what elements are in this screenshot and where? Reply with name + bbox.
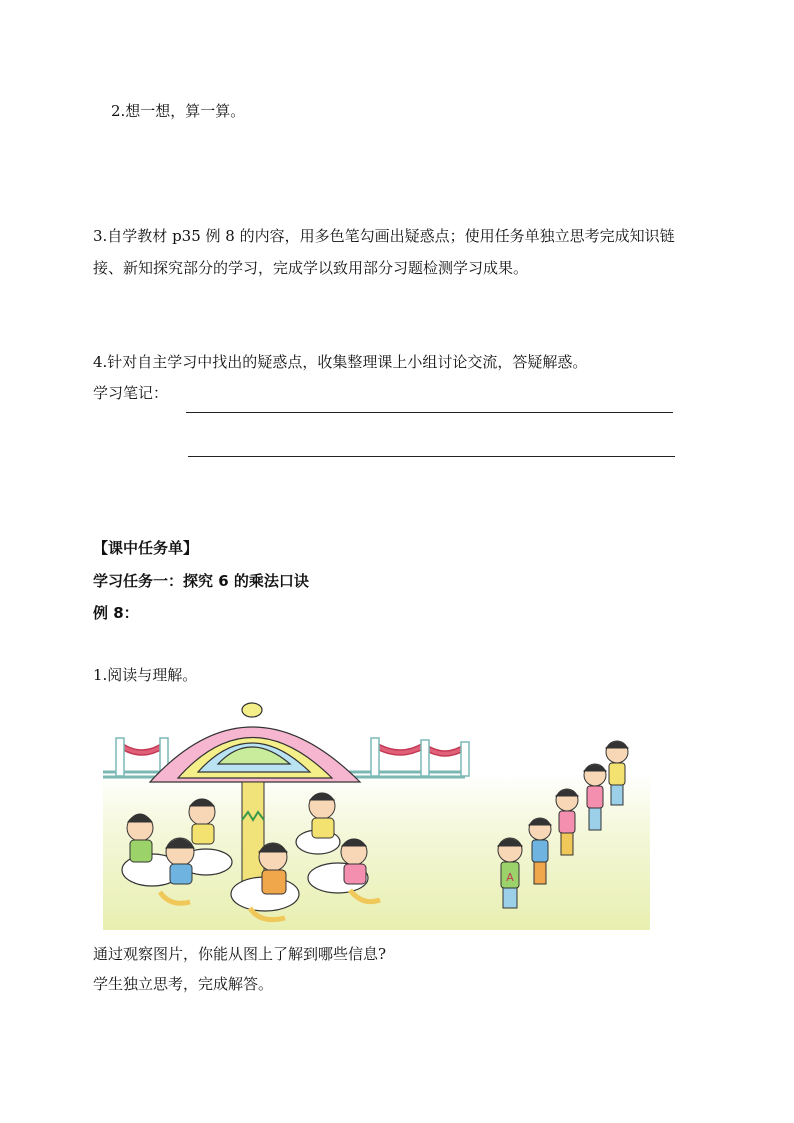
item-4-text: 4.针对自主学习中找出的疑惑点，收集整理课上小组讨论交流，答疑解惑。 [93,353,588,371]
question-text: 通过观察图片，你能从图上了解到哪些信息? [93,945,387,963]
step-1-text: 1.阅读与理解。 [93,666,198,684]
example-label: 例 8： [93,604,139,622]
carousel-illustration [100,702,650,930]
shirt-letter: A [506,871,514,884]
notes-label: 学习笔记： [93,384,169,402]
item-3-line-1: 3.自学教材 p35 例 8 的内容，用多色笔勾画出疑惑点；使用任务单独立思考完成知识链 [93,227,675,245]
carousel-canopy [150,703,360,782]
notes-line-1[interactable] [186,412,673,413]
item-2-text: 2.想一想，算一算。 [111,102,246,120]
carousel-pole [242,782,264,892]
item-3-line-2: 接、新知探究部分的学习，完成学以致用部分习题检测学习成果。 [93,259,529,277]
instruction-text: 学生独立思考，完成解答。 [93,975,274,993]
in-class-heading: 【课中任务单】 [93,539,199,557]
task-1-title: 学习任务一：探究 6 的乘法口诀 [93,572,309,590]
notes-line-2[interactable] [188,456,675,457]
